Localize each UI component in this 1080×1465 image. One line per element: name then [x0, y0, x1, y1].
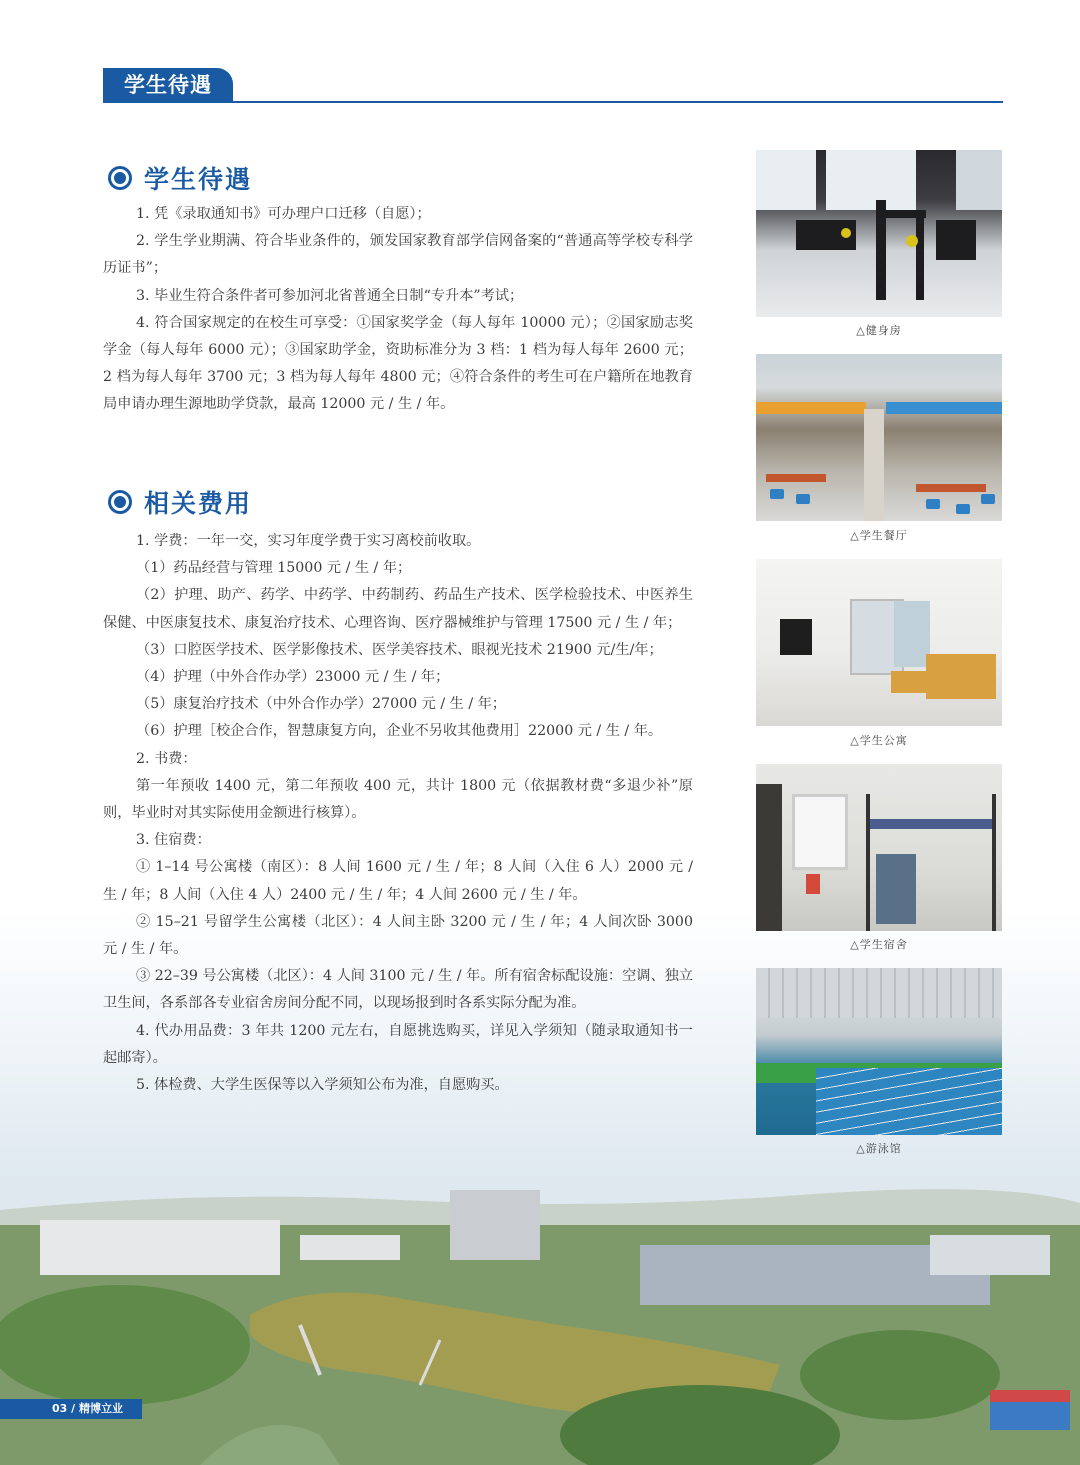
- paragraph: （1）药品经营与管理 15000 元 / 生 / 年；: [136, 560, 412, 577]
- benefits-text: [103, 201, 693, 419]
- paragraph: （6）护理［校企合作，智慧康复方向，企业不另收其他费用］22000 元 / 生 / 年。: [136, 723, 663, 740]
- pool-photo: [756, 968, 1002, 1135]
- paragraph: ① 1–14 号公寓楼（南区）：8 人间 1600 元 / 生 / 年；8 人间（入住 6 人）2000 元 / 生 / 年；8 人间（入住 4 人）2400 元 / 生 / 年；4 人间 2600 元 / 生 / 年。: [103, 859, 693, 903]
- paragraph: （4）护理（中外合作办学）23000 元 / 生 / 年；: [136, 669, 450, 686]
- fees-text: [103, 528, 693, 1099]
- bullet-circle-icon: [108, 166, 132, 190]
- paragraph: （2）护理、助产、药学、中药学、中药制药、药品生产技术、医学检验技术、中医养生保健、中医康复技术、康复治疗技术、心理咨询、医疗器械维护与管理 17500 元 / 生 / 年；: [103, 587, 693, 631]
- paragraph: 3. 住宿费：: [136, 832, 211, 849]
- paragraph: 4. 代办用品费：3 年共 1200 元左右，自愿挑选购买，详见入学须知（随录取通知书一起邮寄）。: [103, 1022, 693, 1066]
- paragraph: （3）口腔医学技术、医学影像技术、医学美容技术、眼视光技术 21900 元/生/年；: [136, 641, 663, 658]
- gym-photo: [756, 150, 1002, 317]
- header-tab: 学生待遇: [103, 68, 233, 102]
- photo-caption: △学生公寓: [850, 734, 908, 747]
- paragraph: 1. 学费：一年一交，实习年度学费于实习离校前收取。: [136, 533, 481, 549]
- paragraph: 2. 书费：: [136, 750, 197, 767]
- apartment-photo: [756, 559, 1002, 726]
- section-heading: 相关费用: [144, 489, 253, 518]
- header-divider: [103, 101, 1003, 103]
- section-title-fees: [108, 484, 252, 520]
- paragraph: 3. 毕业生符合条件者可参加河北省普通全日制“专升本”考试；: [136, 287, 524, 304]
- paragraph: 4. 符合国家规定的在校生可享受：①国家奖学金（每人每年 10000 元）；②国家励志奖学金（每人每年 6000 元）；③国家助学金，资助标准分为 3 档：1 档为每人每年 2600 元；2 档为每人每年 3700 元；3 档为每人每年 4800 元；④符合条件的考生可在户籍所在地教育局申请办理生源地助学贷款，最高 12000 元 / 生 / 年。: [103, 314, 693, 413]
- paragraph: 1. 凭《录取通知书》可办理户口迁移（自愿）；: [136, 206, 431, 222]
- photo-caption: △学生餐厅: [850, 529, 908, 542]
- paragraph: ② 15–21 号留学生公寓楼（北区）：4 人间主卧 3200 元 / 生 / 年；4 人间次卧 3000 元 / 生 / 年。: [103, 913, 693, 958]
- photo-caption: △健身房: [856, 324, 902, 337]
- dorm-photo: [756, 764, 1002, 931]
- paragraph: 2. 学生学业期满、符合毕业条件的，颁发国家教育部学信网备案的“普通高等学校专科学历证书”；: [103, 233, 693, 277]
- photo-caption: △游泳馆: [856, 1142, 902, 1155]
- campus-aerial-image: [0, 1175, 1080, 1465]
- section-title-benefits: [108, 160, 252, 196]
- paragraph: （5）康复治疗技术（中外合作办学）27000 元 / 生 / 年；: [136, 696, 507, 713]
- campus-illustration: [0, 1175, 1080, 1465]
- canteen-photo: [756, 354, 1002, 521]
- paragraph: ③ 22–39 号公寓楼（北区）：4 人间 3100 元 / 生 / 年。所有宿舍标配设施：空调、独立卫生间，各系部各专业宿舍房间分配不同，以现场报到时各系实际分配为准。: [103, 968, 694, 1012]
- page-footer: 03 / 精博立业: [0, 1399, 142, 1419]
- paragraph: 5. 体检费、大学生医保等以入学须知公布为准，自愿购买。: [136, 1077, 509, 1094]
- section-heading: 学生待遇: [144, 165, 253, 194]
- paragraph: 第一年预收 1400 元，第二年预收 400 元，共计 1800 元（依据教材费“多退少补”原则，毕业时对其实际使用金额进行核算）。: [103, 777, 693, 822]
- photo-caption: △学生宿舍: [850, 938, 908, 951]
- bullet-circle-icon: [108, 490, 132, 514]
